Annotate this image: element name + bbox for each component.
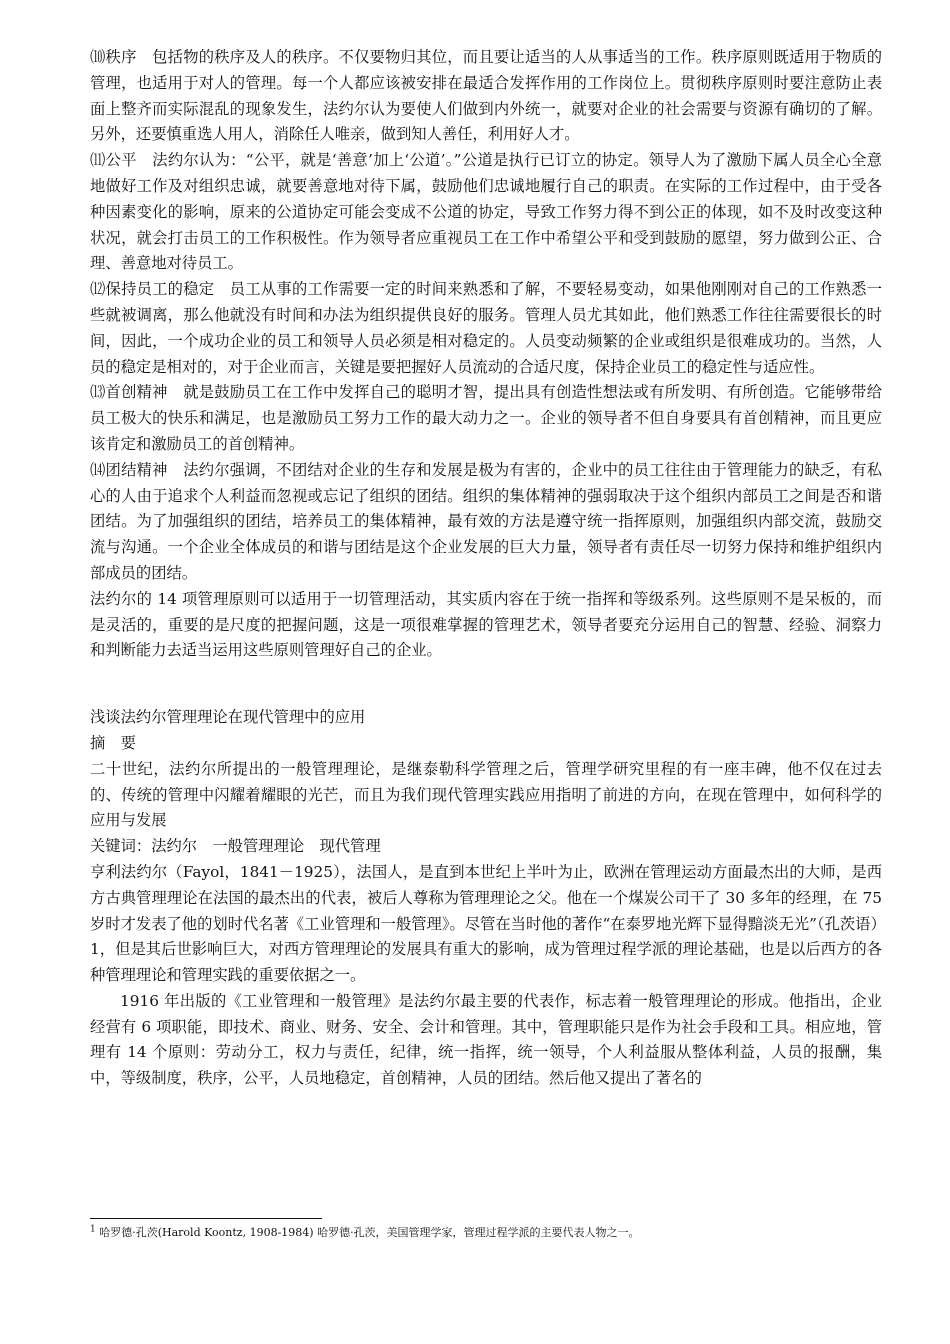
footnote-number: 1 [90,1224,96,1235]
paragraph-summary: 法约尔的 14 项管理原则可以适用于一切管理活动，其实质内容在于统一指挥和等级系列。这些原则不是呆板的，而是灵活的，重要的是尺度的把握问题，这是一项很难掌握的管理艺术，领导者要充分运用自己的智慧、经验、洞察力和判断能力去适当运用这些原则管理好自己的企业。 [90,589,882,660]
paragraph-initiative: ⒀首创精神 就是鼓励员工在工作中发挥自己的聪明才智，提出具有创造性想法或有所发明、有所创造。它能够带给员工极大的快乐和满足，也是激励员工努力工作的最大动力之一。企业的领导者不但自身要具有首创精神，而且更应该肯定和激励员工的首创精神。 [90,383,882,453]
footnote-area [90,1218,882,1241]
paragraph-stability: ⑿保持员工的稳定 员工从事的工作需要一定的时间来熟悉和了解，不要轻易变动，如果他刚刚对自己的工作熟悉一些就被调离，那么他就没有时间和办法为组织提供良好的服务。管理人员尤其如此，他们熟悉工作往往需要很长的时间，因此，一个成功企业的员工和领导人员必须是相对稳定的。人员变动频繁的企业或组织是很难成功的。当然，人员的稳定是相对的，对于企业而言，关键是要把握好人员流动的合适尺度，保持企业员工的稳定性与适应性。 [90,280,882,376]
document-body [90,45,886,1092]
biography-text-end: ，但是其后世影响巨大，对西方管理理论的发展具有重大的影响，成为管理过程学派的理论基础，也是以后西方的各种管理理论和管理实践的重要依据之一。 [90,940,882,985]
article-title: 浅谈法约尔管理理论在现代管理中的应用 [90,708,366,727]
paragraph-history: 1916 年出版的《工业管理和一般管理》是法约尔最主要的代表作，标志着一般管理理论的形成。他指出，企业经营有 6 项职能，即技术、商业、财务、安全、会计和管理。其中，管理职能只是作为社会手段和工具。相应地，管理有 14 个原则：劳动分工，权力与责任，纪律，统一指挥，统一领导，个人利益服从整体利益，人员的报酬，集中，等级制度，秩序，公平，人员地稳定，首创精神，人员的团结。然后他又提出了著名的 [90,991,882,1088]
biography-text-start: 亨利法约尔（Fayol，1841－1925），法国人，是直到本世纪上半叶为止，欧洲在管理运动方面最杰出的大师，是西方古典管理理论在法国的最杰出的代表，被后人尊称为管理理论之父。他在一个煤炭公司干了 30 多年的经理，在 75 岁时才发表了他的划时代名著《工业管理和一般管理》。尽管在当时他的著作“在泰罗地光辉下显得黯淡无光”（孔茨语） [90,862,886,933]
abstract-text: 二十世纪，法约尔所提出的一般管理理论，是继泰勒科学管理之后，管理学研究里程的有一座丰碑，他不仅在过去的、传统的管理中闪耀着耀眼的光芒，而且为我们现代管理实践应用指明了前进的方向，在现在管理中，如何科学的应用与发展 [90,759,882,830]
footnote-reference[interactable]: 1 [90,940,100,959]
footnote-text: 哈罗德·孔茨(Harold Koontz, 1908-1984) 哈罗德·孔茨，美国管理学家，管理过程学派的主要代表人物之一。 [99,1226,640,1239]
paragraph-order: ⑽秩序 包括物的秩序及人的秩序。不仅要物归其位，而且要让适当的人从事适当的工作。秩序原则既适用于物质的管理，也适用于对人的管理。每一个人都应该被安排在最适合发挥作用的工作岗位上。贯彻秩序原则时要注意防止表面上整齐而实际混乱的现象发生，法约尔认为要使人们做到内外统一，就要对企业的社会需要与资源有确切的了解。另外，还要慎重选人用人，消除任人唯亲，做到知人善任，利用好人才。 [90,48,882,144]
section-gap [90,664,882,705]
paragraph-unity: ⒁团结精神 法约尔强调，不团结对企业的生存和发展是极为有害的，企业中的员工往往由于管理能力的缺乏，有私心的人由于追求个人利益而忽视或忘记了组织的团结。组织的集体精神的强弱取决于这个组织内部员工之间是否和谐团结。为了加强组织的团结，培养员工的集体精神，最有效的方法是遵守统一指挥原则，加强组织内部交流，鼓励交流与沟通。一个企业全体成员的和谐与团结是这个企业发展的巨大力量，领导者有责任尽一切努力保持和维护组织内部成员的团结。 [90,460,882,582]
footnote-divider [90,1218,322,1219]
footnote [90,1225,882,1241]
keywords-line: 关键词：法约尔 一般管理理论 现代管理 [90,837,381,856]
paragraph-equity: ⑾公平 法约尔认为：“公平，就是‘善意’加上‘公道’。”公道是执行已订立的协定。领导人为了激励下属人员全心全意地做好工作及对组织忠诚，就要善意地对待下属，鼓励他们忠诚地履行自己的职责。在实际的工作过程中，由于受各种因素变化的影响，原来的公道协定可能会变成不公道的协定，导致工作努力得不到公正的体现，如不及时改变这种状况，就会打击员工的工作积极性。作为领导者应重视员工在工作中希望公平和受到鼓励的愿望，努力做到公正、合理、善意地对待员工。 [90,151,882,273]
abstract-heading: 摘 要 [90,733,136,752]
paragraph-biography [90,860,886,989]
